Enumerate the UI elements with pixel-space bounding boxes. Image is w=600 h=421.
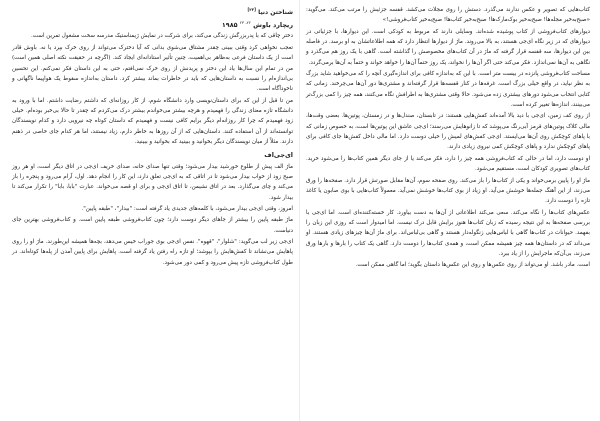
- section-title: ای‌جی‌اف: [264, 151, 293, 160]
- body-paragraph: ماژ او را پایین برمی‌خواند و یکی از کتاب‌ها را باز می‌کند. روی صفحه سوم، آن‌ها مقابل صورتش قرار دارد. صفحه‌ها را ورق می‌زند، از این آهنگ جمله‌ها خوشش می‌آید. او زیاد از بوی کتاب‌ها خوشش نمی‌آید. معمولاً کتاب‌هایی با بوی صابون یا کاغذ تازه را دوست دارد.: [306, 177, 590, 205]
- body-paragraph: ای‌جی زیر لب می‌گوید: "شلوار"، "قهوه". نفس ای‌جی بوی جوراب خیس می‌دهد، بچه‌ها همیشه این‌طورند. ماژ او را روی پاهایش می‌نشاند تا کفش‌هایش را بپوشد؛ او تازه راه رفتن یاد گرفته است. پاهایش برای پایین آمدن از پله‌ها کوتاه‌اند. در طول کتاب‌فروشی تازه پیش می‌رود و کمی دور می‌شود.: [12, 239, 293, 266]
- body-paragraph: تعجب نخواهی کرد وقتی ببینی چقدر مشتاق می‌شوی بدانی که آیا دخترک می‌تواند از روی خرک بپرد یا نه. باوش قادر است از یک داستان فرعی به‌ظاهر بی‌اهمیت، چنین تأثیر استادانه‌ای ایجاد کند. (اگرچه در حقیقت نکته اصلی همین است) من در تمام این سال‌ها یاد این دختر و پریدنش از روی خرک نمی‌افتم، حتی به این داستان فکر نمی‌کنم. این تحسین بی‌اندازه‌ام را نسبت به داستان‌هایی که باید در خاطرات بماند بیشتر کرد. داستان به‌اندازه سقوط یک هواپیما ناگهانی و ناخودآگاه است.: [12, 44, 293, 93]
- running-header-note: [۲۳]: [247, 7, 256, 12]
- body-paragraph: است. مادر باشد. او می‌تواند از روی عکس‌ها و روی این عکس‌ها داستان بگوید؛ اما گاهی ممکن است.: [355, 262, 590, 269]
- body-paragraph: کتاب‌هایی که تصویر و عکس ندارند می‌گذرد. دستش را روی مجلات می‌کشد. قفسه جزئیش را مرتب می‌کند. می‌گوید: «صبح‌به‌خیر مجله‌ها! صبح‌به‌خیر بوک‌مارک‌ها! صبح‌به‌خیر کتاب‌ها! صبح‌به‌خیر کتاب‌فروشی!»: [306, 7, 590, 24]
- body-paragraph: او دوست دارد، اما در حالی که کتاب‌فروشی همه چیز را دارد، فکر می‌کند یا از جای دیگر همین کتاب‌ها را می‌شود خرید. کتاب‌های تصویری کودکان است، مستقیم می‌شود.: [306, 155, 590, 173]
- body-paragraph: ماژ طبقه پایین را بیشتر از جاهای دیگر دوست دارد؛ چون کتاب‌فروشی طبقه پایین است. و کتاب‌فروشی بهترین جای دنیاست.: [12, 217, 293, 234]
- left-page: [12, 0, 293, 421]
- page-gutter: [299, 0, 300, 421]
- body-paragraph: دختر چاقی که با پدربزرگش زندگی می‌کند، برای شرکت در نمایش ژیمناستیک مدرسه سخت مشغول تمرین است.: [31, 33, 293, 40]
- section-heading-ajf: [12, 150, 293, 160]
- body-paragraph: من تا قبل از این که برای داستان‌نویسی وارد دانشگاه شوم، از کار روزانه‌ای که داشتم رضایت داشتم. اما با ورود به دانشگاه تازه معنای زندگی را فهمیدم و هرچه بیشتر می‌خواندم بیشتر درک می‌کردم که چقدر تا حالا بی‌خبر بوده‌ام. خیلی زود فهمیدم که چرا کار روزانه‌ام دیگر برایم کافی نیست و فهمیدم که داستان کوتاه چه نیرویی دارد و کدام نویسندگان توانسته‌اند از آن استفاده کنند. داستان‌هایی که از آن روزها به خاطر دارم، زیاد نیستند، اما هر کدام جای خاصی در ذهنم دارند. مثلاً از میان نویسندگان دیگر بخوانید و ببینید که بخوانید و ببینید.: [12, 97, 293, 145]
- author-footnote-marks: ۲۲، ۲۳: [239, 20, 251, 25]
- section-heading-bausch: [12, 18, 293, 30]
- body-paragraph: امروز، وقتی ای‌جی بیدار می‌شود، با کلمه‌های جدیدی یاد گرفته است: "بیدار"، "طبقه پایین".: [81, 205, 293, 212]
- body-paragraph: مساحت کتاب‌فروشی پانزده در بیست متر است. با این که به‌اندازه کافی برای اندازه‌گیری آنچه را که می‌خواهید شاید بزرگ به نظر نیاید، در واقع خیلی بزرگ است. غرفه‌ها در کنار قفسه‌ها قرار گرفته‌اند و مشتری‌ها دور آن‌ها می‌چرخند. زمانی که کتابی انتخاب می‌شود دورهای بیشتری زده می‌شود. حالا وقتی مشتری‌ها به اطرافش نگاه می‌کنند، همه چیز را کمی بزرگ‌تر می‌بینند، اندازه‌ها تغییر کرده است.: [306, 71, 590, 109]
- body-paragraph: دیوارهای کتاب‌فروشی از کتاب پوشیده شده‌اند. وسایلی دارند که مربوط به کودکی است. این دیوارها، با جزئیاتی در دیوارهای که در زیر نگاه ای‌جی هستند، به بالا می‌روند. ماژ از دیوارها انتظار دارد که همه اطلاعاتشان به او برسد. در فاصله بین این دیوارها، سه قفسه قرار گرفته که ماژ در آن کتاب‌های مخصوصش را گذاشته است. گاهی با یک روز هم می‌گذرد و نگاهی به آن‌ها نمی‌اندازد. فکر می‌کند حتی اگر آن‌ها را نخواند، یک روز حتماً آن‌ها را خواهد خواند و حتماً به آن‌ها برمی‌گردد.: [306, 28, 590, 66]
- body-paragraph: ماژ الف پیش از طلوع خورشید بیدار می‌شود؛ وقتی تنها صدای خانه، صدای خریف ای‌جی در اتاق دیگر است، او هر روز صبح زود از خواب بیدار می‌شود تا در اتاقی که به ای‌جی تعلق دارد، این کار را انجام دهد. اول، آرام می‌رود و پنجره را باز می‌کند و چای می‌گذارد. بعد در اتاق نشیمن، تا اتاق ای‌جی و برای او قصه می‌خواند. عبارت "بابا، بابا" را تکرار می‌کند تا بیدار شود.: [12, 163, 293, 201]
- author-name: ریچارد باوش: [253, 21, 293, 30]
- running-header: [12, 5, 293, 15]
- body-paragraph: از روی کف زمین، ای‌جی با دید بالا آمده‌اند کفش‌هایی هستند: در تابستان، صندل‌ها و در زمستان، پوتین‌ها. بعضی وقت‌ها، مالی کلاک پوتین‌های قرمز آبی‌رنگ می‌پوشد که تا زانوهایش می‌رسند؛ ای‌جی عاشق این پوتین‌ها است، به خصوص زمانی که با پاهای کوچکش روی آن‌ها می‌ایستد. ای‌جی کفش‌های لمیش را خیلی دوست دارد. اما مالی داخل کفش‌ها جای کافی برای پاهای کوچکش ندارد و پاهای کوچکش کمی نیروی زیادی دارند.: [306, 113, 590, 151]
- right-page: [306, 0, 590, 421]
- story-year: ۱۹۸۵: [221, 21, 238, 30]
- running-header-title: شناختن دنیا: [258, 9, 293, 16]
- body-paragraph: عکس‌های کتاب‌ها را نگاه می‌کند. سعی می‌کند اطلاعاتی از آن‌ها به دست بیاورد. کار خسته‌کننده‌ای است. اما ای‌جی با بررسی صفحه‌ها به این نتیجه رسیده که زبان کتاب‌ها هنوز برایش قابل درک نیست. اما امیدوار است که روزی این زبان را بفهمد. حیوانات در کتاب‌ها گاهی با لباس‌هایی زنگوله‌دار هستند و گاهی بی‌لباس‌اند. برای ماژ آن‌ها چیزهای زیادی هستند. او می‌داند که در داستان‌ها همه چیز همیشه ممکن است، و همه‌ی کتاب‌ها را دوست دارد. گاهی یک کتاب را بارها و بارها ورق می‌زند، بی‌آن‌که ماجرایش را از یاد ببرد.: [306, 209, 590, 257]
